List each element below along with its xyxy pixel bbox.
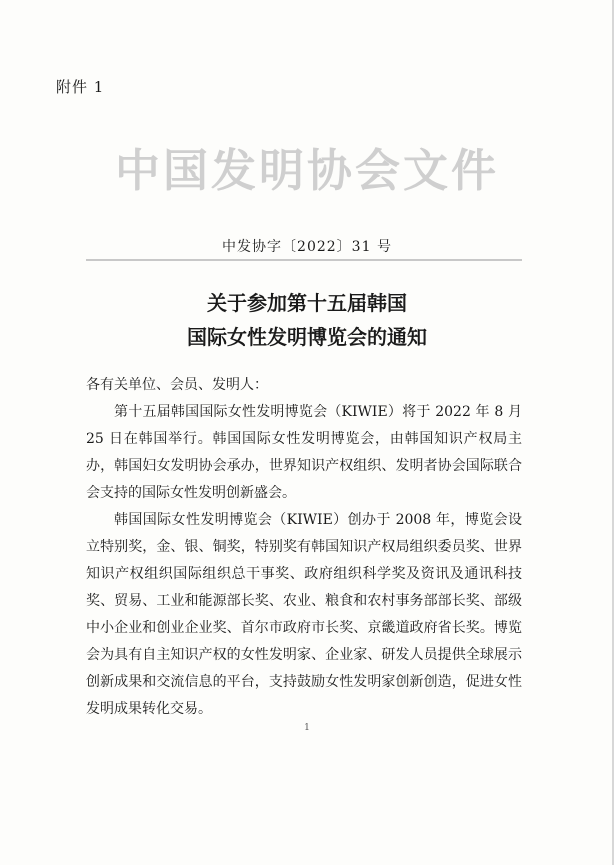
body-paragraph-2: 韩国国际女性发明博览会（KIWIE）创办于 2008 年，博览会设立特别奖，金、银、铜奖，特别奖有韩国知识产权局组织委员奖、世界知识产权组织国际组织总干事奖、政府组织科学奖及资讯及通讯科技奖、贸易、工业和能源部长奖、农业、粮食和农村事务部部长奖、部级中小企业和创业企业奖、首尔市政府市长奖、京畿道政府省长奖。博览会为具有自主知识产权的女性发明家、企业家、研发人员提供全球展示创新成果和交流信息的平台，支持鼓励女性发明家创新创造，促进女性发明成果转化交易。 [86,512,522,717]
notice-body [86,372,522,723]
salutation: 各有关单位、会员、发明人： [86,377,268,393]
attachment-label: 附件 1 [56,78,105,96]
document-masthead: 中国发明协会文件 [114,144,499,197]
notice-title [0,286,614,354]
header-divider [86,259,522,261]
notice-title-line-2: 国际女性发明博览会的通知 [187,325,427,349]
body-paragraph-1: 第十五届韩国国际女性发明博览会（KIWIE）将于 2022 年 8 月 25 日在韩国举行。韩国国际女性发明博览会，由韩国知识产权局主办，韩国妇女发明协会承办，世界知识产权组织、发明者协会国际联合会支持的国际女性发明创新盛会。 [86,404,522,501]
notice-title-line-1: 关于参加第十五届韩国 [207,291,407,315]
document-number: 中发协字〔2022〕31 号 [222,239,392,255]
page-number: 1 [304,723,310,733]
